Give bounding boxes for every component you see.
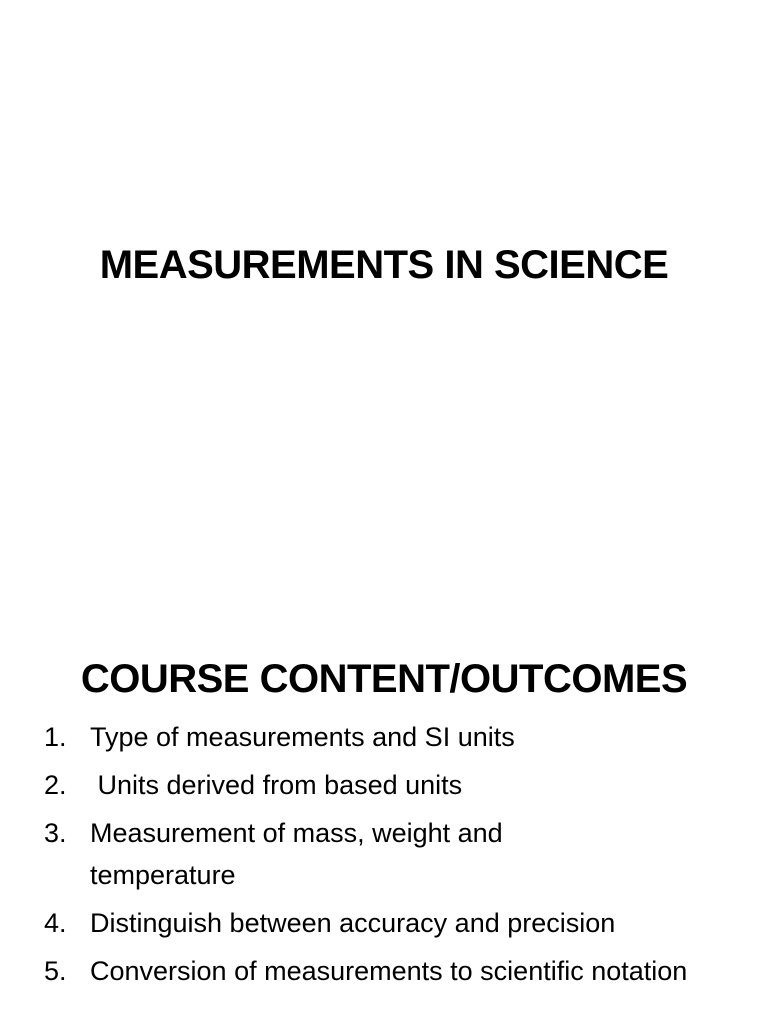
- item-text: Distinguish between accuracy and precision: [90, 908, 616, 938]
- item-number: 5.: [44, 956, 67, 986]
- list-item: [44, 716, 744, 758]
- list-item: [44, 950, 744, 992]
- item-text: Type of measurements and SI units: [90, 722, 515, 752]
- course-content-slide: [0, 512, 768, 1024]
- outcomes-list: [44, 716, 744, 998]
- list-item: [44, 812, 744, 896]
- item-text: Measurement of mass, weight and temperature: [90, 818, 503, 890]
- item-text: Units derived from based units: [90, 770, 463, 800]
- item-number: 2.: [44, 770, 67, 800]
- item-number: 3.: [44, 818, 67, 848]
- item-text: Conversion of measurements to scientific notation: [90, 956, 688, 986]
- slide-title: MEASUREMENTS IN SCIENCE: [99, 242, 669, 287]
- list-item: [44, 902, 744, 944]
- list-item: [44, 764, 744, 806]
- item-number: 4.: [44, 908, 67, 938]
- section-heading: COURSE CONTENT/OUTCOMES: [80, 657, 688, 702]
- item-number: 1.: [44, 722, 67, 752]
